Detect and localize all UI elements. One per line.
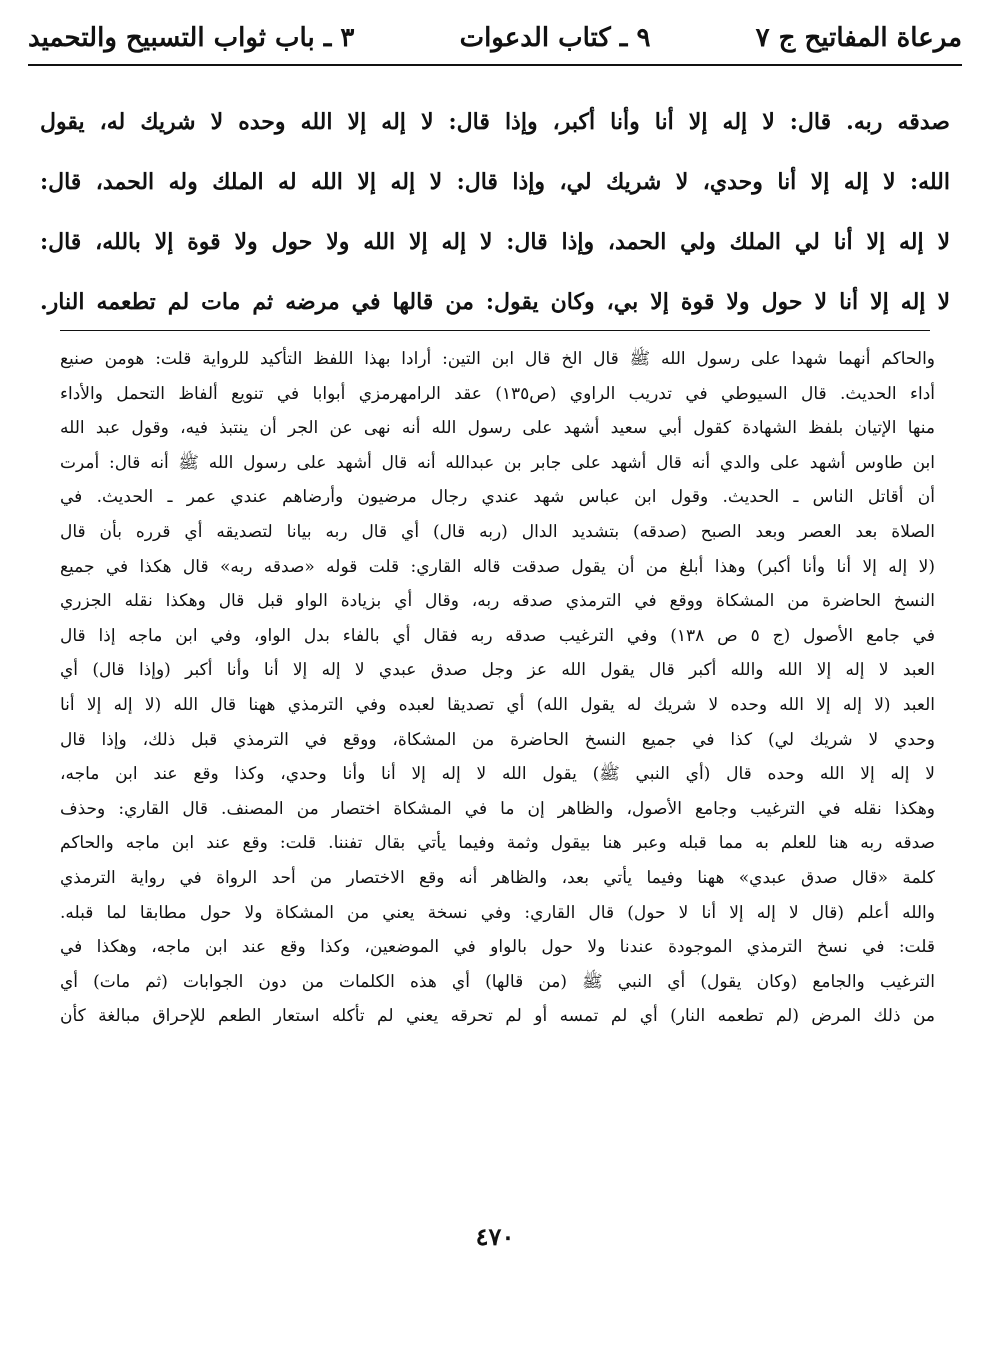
note-line: العبد (لا إله إلا الله وحده لا شريك له يقول الله) أي تصديقا لعبده وفي الترمذي ههنا قال الله (لا إله إلا أنا	[60, 694, 935, 715]
main-text-line: الله: لا إله إلا أنا وحدي، لا شريك لي، وإذا قال: لا إله إلا الله له الملك وله الحمد، قال:	[40, 169, 950, 195]
main-text-line: لا إله إلا أنا لي الملك ولي الحمد، وإذا قال: لا إله إلا الله ولا حول ولا قوة إلا بالله، قال:	[40, 229, 950, 255]
note-line: لا إله إلا الله وحده قال (أي النبي ﷺ) يقول الله لا إله إلا أنا وأنا وحدي، وكذا وقع عند ابن ماجه،	[60, 764, 935, 785]
commentary-notes	[60, 342, 935, 1034]
note-line: الترغيب والجامع (وكان يقول) أي النبي ﷺ (من قالها) أي هذه الكلمات من دون الجوابات (ثم مات) أي	[60, 971, 935, 992]
note-line: وهكذا نقله في الترغيب وجامع الأصول، والظاهر إن ما في المشكاة اختصار من المصنف. قال القاري: وحذف	[60, 798, 935, 819]
note-line: ابن طاوس أشهد على والدي أنه قال أشهد على جابر بن عبدالله أنه قال أشهد على رسول الله ﷺ أنه قال: أمرت	[60, 452, 935, 473]
main-text	[40, 92, 950, 332]
header-chapter: ٩ ـ كتاب الدعوات	[459, 23, 651, 53]
page-number: ٤٧٠	[475, 1222, 515, 1251]
note-line: العبد لا إله إلا الله والله أكبر قال يقول الله عز وجل صدق عبدي لا إله إلا أنا وأنا أكبر (وإذا قال) أي	[60, 660, 935, 681]
running-header	[28, 18, 962, 58]
header-section: ٣ ـ باب ثواب التسبيح والتحميد	[28, 23, 355, 53]
note-line: من ذلك المرض (لم تطعمه النار) أي لم تمسه أو لم تحرقه يعني لم تأكله استعار الطعم للإحراق مبالغة كأن	[60, 1006, 935, 1027]
note-line: (لا إله إلا أنا وأنا أكبر) وهذا أبلغ من أن يقول صدقت قاله القاري: قلت قوله «صدقه ربه» قال هكذا في جميع	[60, 556, 935, 577]
main-text-line: صدقه ربه. قال: لا إله إلا أنا وأنا أكبر، وإذا قال: لا إله إلا الله وحده لا شريك له، يقول	[40, 109, 950, 135]
note-line: والله أعلم (قال لا إله إلا أنا لا حول) قال القاري: وفي نسخة يعني من المشكاة ولا حول مطابقا لما قبله.	[60, 902, 935, 923]
note-line: منها الإتيان بلفظ الشهادة كقول أبي سعيد أشهد على رسول الله أنه نهى عن الجر أن ينتبذ فيه، وقول عبد الله	[60, 418, 935, 439]
note-line: النسخ الحاضرة من المشكاة ووقع في الترمذي صدقه ربه، وقال أي بزيادة الواو قبل قال وهكذا نقله الجزري	[60, 591, 935, 612]
note-line: أن أقاتل الناس ـ الحديث. وقول ابن عباس شهد عندي رجال مرضيون وأرضاهم عندي عمر ـ الحديث. في	[60, 487, 935, 508]
note-line: صدقه ربه هنا للعلم به مما قبله وعبر هنا بيقول وثمة وفيما يأتي بقال تفننا. قلت: وقع عند ابن ماجه والحاكم	[60, 833, 935, 854]
main-text-line: لا إله إلا أنا لا حول ولا قوة إلا بي، وكان يقول: من قالها في مرضه ثم مات لم تطعمه النار.	[40, 289, 950, 315]
note-line: الصلاة بعد العصر وبعد الصبح (صدقه) بتشديد الدال (ربه قال) أي قال ربه بيانا لتصديقه أي قرره بأن قال	[60, 521, 935, 542]
note-line: في جامع الأصول (ج ٥ ص ١٣٨) وفي الترغيب صدقه ربه فقال أي بالفاء بدل الواو، وفي ابن ماجه إذا قال	[60, 625, 935, 646]
note-line: وحدي لا شريك لي) كذا في جميع النسخ الحاضرة من المشكاة، ووقع في الترمذي قبل ذلك، وإذا قال	[60, 729, 935, 750]
note-line: أداء الحديث. قال السيوطي في تدريب الراوي (ص١٣٥) عقد الرامهرمزي أبوابا في تنويع ألفاظ التحمل والأداء	[60, 383, 935, 404]
note-line: قلت: في نسخ الترمذي الموجودة عندنا ولا حول بالواو في الموضعين، وكذا وقع عند ابن ماجه، وهكذا في	[60, 937, 935, 958]
note-line: كلمة «قال صدق عبدي» ههنا وفيما يأتي بعد، والظاهر أنه وقع الاختصار من أحد الرواة في رواية الترمذي	[60, 867, 935, 888]
header-rule	[28, 64, 962, 66]
note-line: والحاكم أنهما شهدا على رسول الله ﷺ قال الخ قال ابن التين: أرادا بهذا اللفظ التأكيد للرواية قلت: هومن صنيع	[60, 349, 935, 369]
header-book-title: مرعاة المفاتيح ج ٧	[755, 23, 962, 53]
footnote-separator	[60, 330, 930, 331]
